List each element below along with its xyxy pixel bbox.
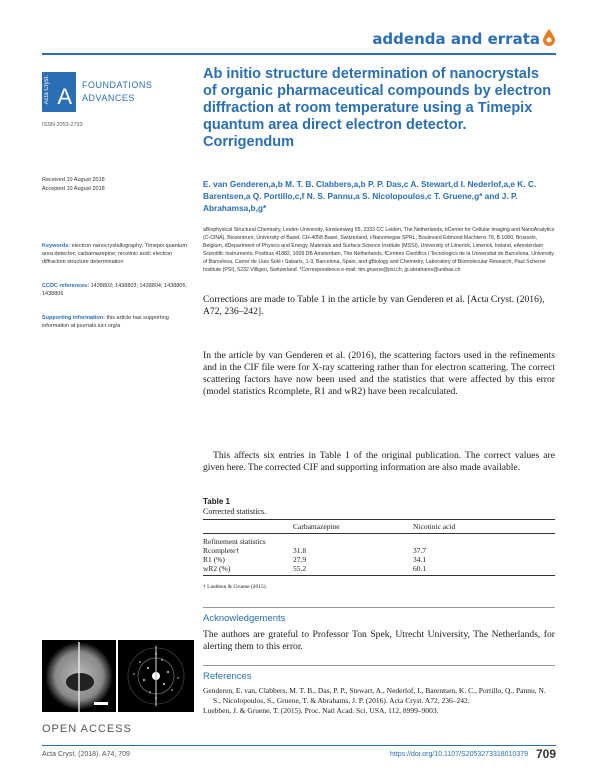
body-paragraph-1: In the article by van Genderen et al. (2016), the scattering factors used in the refinements and in the CIF file were for X-ray scattering rather than for electron scattering. The correct scattering factors have now been used and the statistics that were affected by this error (model statistics Rcomplete, R1 and wR2) have been recalculated. xyxy=(203,350,555,397)
ccdc-label: CCDC references: xyxy=(42,283,90,289)
issn: ISSN 2053-2733 xyxy=(42,122,83,128)
logo-vertical-text: Acta Cryst. xyxy=(44,75,50,105)
body-paragraph-2: This affects six entries in Table 1 of the original publication. The correct values are given here. The corrected CIF and supporting information are also made available. xyxy=(203,450,555,473)
footer-doi-link[interactable]: https://doi.org/10.1107/S2053273318010379 xyxy=(389,751,528,758)
section-tag: addenda and errata xyxy=(372,30,540,48)
ack-text: The authors are grateful to Professor Ton Spek, Utrecht University, The Netherlands, for alerting them to this error. xyxy=(203,629,555,652)
table-row xyxy=(203,564,555,573)
refs-heading: References xyxy=(203,671,252,682)
statistics-table xyxy=(203,519,555,590)
ack-heading: Acknowledgements xyxy=(203,613,286,624)
table-row xyxy=(203,555,555,564)
table-cell: 60.1 xyxy=(413,564,427,573)
table-row-label: Rcomplete† xyxy=(203,546,240,555)
table-label: Table 1 xyxy=(203,497,230,506)
table-caption-text: Corrected statistics. xyxy=(203,507,267,516)
open-access-text: OPEN ACCESS xyxy=(42,723,132,735)
table-cell: 34.1 xyxy=(413,555,427,564)
keywords-label: Keywords: xyxy=(42,243,71,249)
table-col-header: Carbamazepine xyxy=(293,522,340,531)
logo-letter: A xyxy=(57,84,72,109)
journal-name-line1: FOUNDATIONS xyxy=(82,80,153,90)
affiliations: aBiophysical Structural Chemistry, Leiden University, Einsteinweg 55, 2333 CC Leiden, The Netherlands, bCenter for Cellular Imaging and NanoAnalytics (C-CINA), Biozentrum, University of Basel, CH-4058 Basel, Switzerland, cNanomegas SPRL, Boulevard Edmond Machtens 79, B 1080, Brussels, Belgium, dDepartment of Physics and Energy, Materials and Surface Science Institute (MSSI), University of Limerick, Limerick, Ireland, eAmsterdam Scientific Instruments, Postbus 41882, 1009 DB Amsterdam, The Netherlands, fCentres Cientifics i Tecnologics de la Universitat de Barcelona, University of Barcelona, Carrer de Lluis Solé i Sabarís, 1-3, Barcelona, Spain, and gBiology and Chemistry, Laboratory of Biomolecular Research, Paul Scherrer Institute (PSI), 5232 Villigen, Switzerland. *Correspondence e-mail: tim.gruene@psi.ch, jp.abrahams@unibas.ch xyxy=(203,227,555,273)
journal-logo xyxy=(42,72,76,112)
journal-name-line2: ADVANCES xyxy=(82,93,135,103)
table-cell: 55.2 xyxy=(293,564,307,573)
table-row-label: wR2 (%) xyxy=(203,564,231,573)
accepted-date: Accepted 10 August 2018 xyxy=(42,186,105,192)
open-access-label xyxy=(42,723,132,735)
page-number: 709 xyxy=(535,747,556,761)
diffraction-pattern-image xyxy=(118,640,194,712)
reference-item: Luebben, J. & Gruene, T. (2015). Proc. Natl Acad. Sci. USA, 112, 8999–9003. xyxy=(203,706,439,715)
ccdc-block xyxy=(42,282,192,298)
supp-link[interactable]: this article has supporting information at journals.iucr.org/a xyxy=(42,315,169,329)
crystal-image xyxy=(42,640,116,712)
reference-item: Genderen, E. van, Clabbers, M. T. B., Das, P. P., Stewart, A., Nederlof, I., Barentsen, K. C., Portillo, Q., Pannu, N. S., Nicolopoulos, S., Gruene, T. & Abrahams, J. P. (2016). Acta Cryst. A72, 236–242. xyxy=(203,686,546,705)
keywords-text: electron nanocrystallography; Timepix quantum area detector; carbamazepine; nicotinic acid; electron diffraction structure determination xyxy=(42,243,187,265)
table-footnote: † Luebben & Gruene (2015). xyxy=(203,584,267,590)
section-divider xyxy=(203,665,555,666)
supp-block xyxy=(42,314,192,330)
section-divider xyxy=(203,607,555,608)
ccdc-text: 1438802; 1438803; 1438804; 1438805; 1438806 xyxy=(42,283,187,297)
header-rule xyxy=(42,53,556,55)
table-col-header: Nicotinic acid xyxy=(413,522,456,531)
author-list: E. van Genderen,a,b M. T. B. Clabbers,a,b P. P. Das,c A. Stewart,d I. Nederlof,a,e K. C. Barentsen,a Q. Portillo,c,f N. S. Pannu,a S. Nicolopoulos,c T. Gruene,g* and J. P. Abrahamsa,b,g* xyxy=(203,179,537,213)
footer-citation: Acta Cryst. (2018). A74, 709 xyxy=(42,751,130,758)
intro-paragraph: Corrections are made to Table 1 in the article by van Genderen et al. [Acta Cryst. (2016), A72, 236–242]. xyxy=(203,294,545,317)
supp-label: Supporting information: xyxy=(42,315,105,321)
table-row xyxy=(203,546,555,555)
table-row-label: R1 (%) xyxy=(203,555,225,564)
table-cell: 31.8 xyxy=(293,546,307,555)
received-date: Received 10 August 2018 xyxy=(42,177,105,183)
table-cell: 27.9 xyxy=(293,555,307,564)
footer-rule xyxy=(42,745,556,746)
table-cell: 37.7 xyxy=(413,546,427,555)
table-caption xyxy=(203,497,266,517)
article-title: Ab initio structure determination of nanocrystals of organic pharmaceutical compounds by electron diffraction at room temperature using a Timepix quantum area direct electron detector. Corrigendum xyxy=(203,66,552,150)
reference-list xyxy=(203,686,555,717)
table-group-label: Refinement statistics xyxy=(203,537,266,546)
table-group-row xyxy=(203,537,555,546)
keywords-block xyxy=(42,242,192,266)
section-drop-icon xyxy=(542,28,556,46)
